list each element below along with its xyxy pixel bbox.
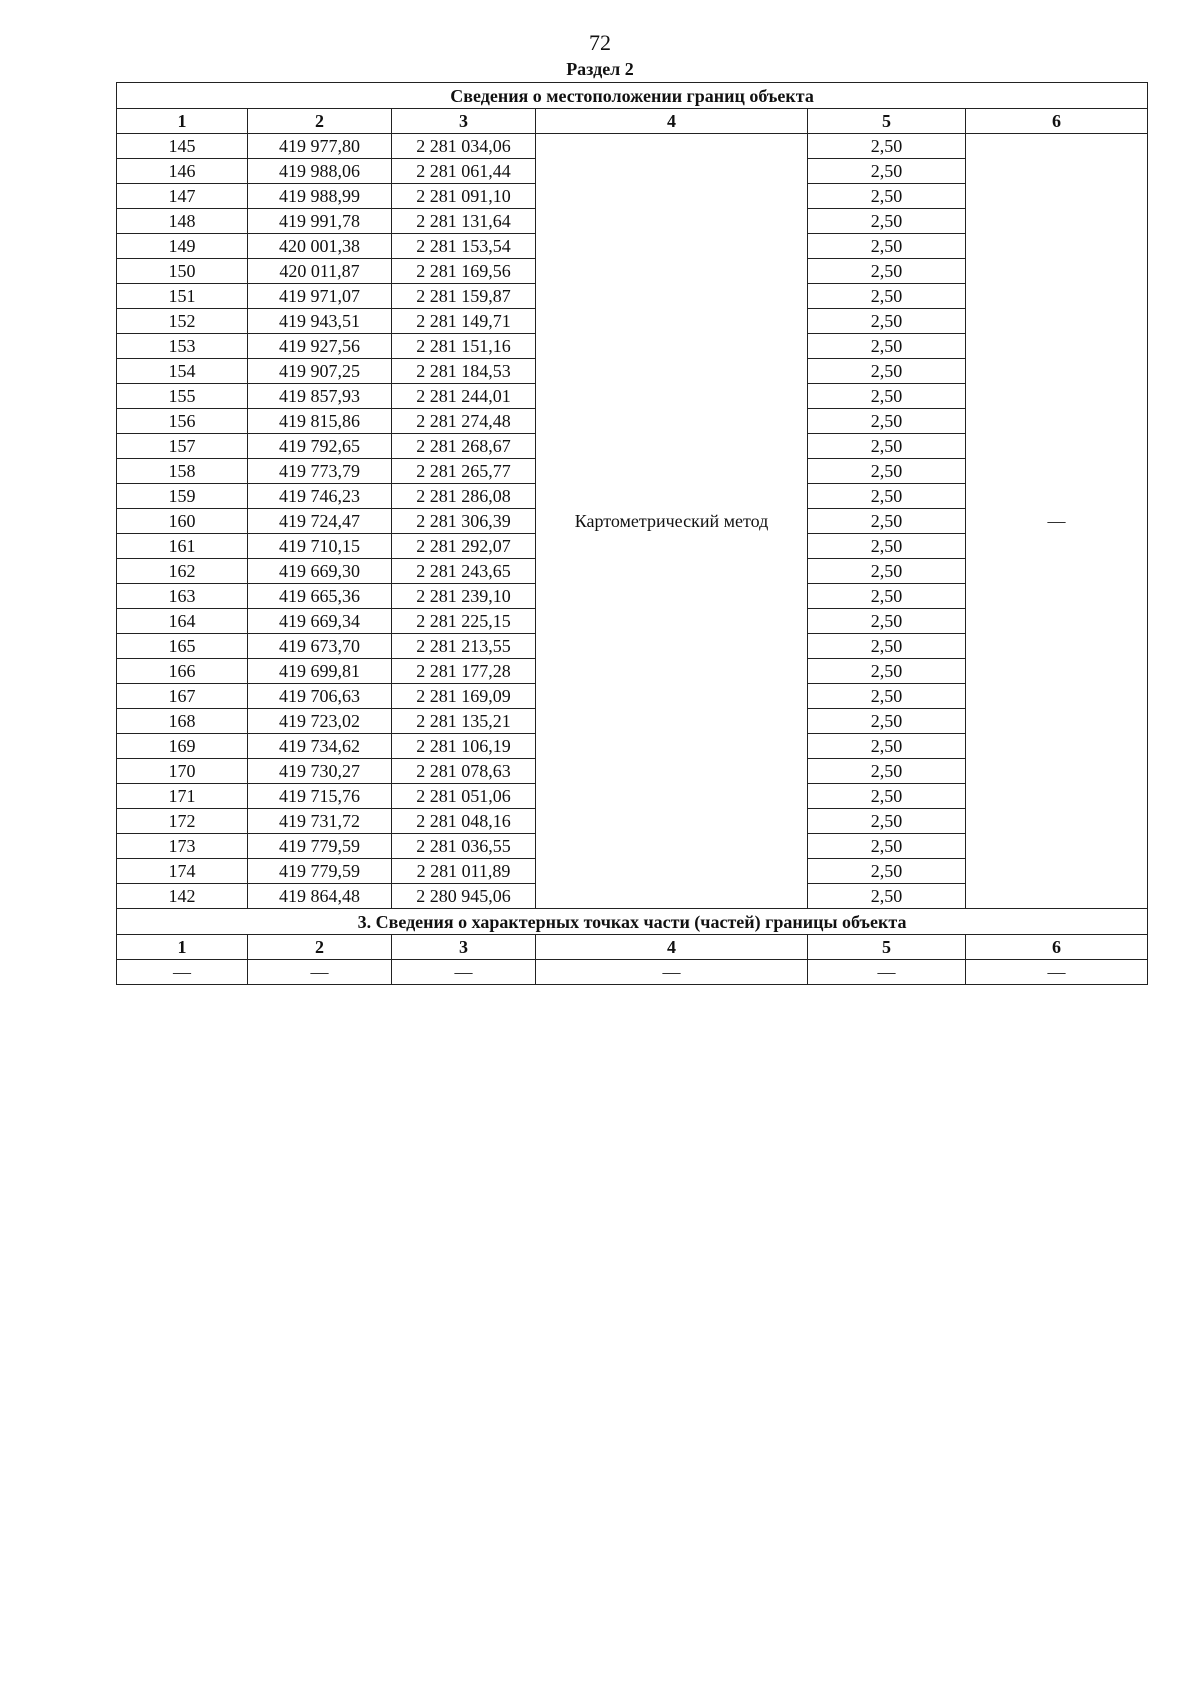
page-number: 72 [589, 30, 611, 55]
x-coordinate-cell: 420 011,87 [248, 259, 392, 284]
part-column-header-4: 4 [536, 935, 808, 960]
y-coordinate-cell: 2 281 153,54 [392, 234, 536, 259]
accuracy-cell: 2,50 [808, 659, 966, 684]
point-number-cell: 167 [117, 684, 248, 709]
x-coordinate-cell: 419 971,07 [248, 284, 392, 309]
point-number-cell: 164 [117, 609, 248, 634]
accuracy-cell: 2,50 [808, 434, 966, 459]
accuracy-cell: 2,50 [808, 234, 966, 259]
accuracy-cell: 2,50 [808, 359, 966, 384]
accuracy-cell: 2,50 [808, 159, 966, 184]
point-number-cell: 156 [117, 409, 248, 434]
accuracy-cell: 2,50 [808, 259, 966, 284]
point-number-cell: 159 [117, 484, 248, 509]
accuracy-cell: 2,50 [808, 759, 966, 784]
part-section-title-row [117, 909, 1148, 935]
y-coordinate-cell: 2 281 292,07 [392, 534, 536, 559]
y-coordinate-cell: 2 281 061,44 [392, 159, 536, 184]
y-coordinate-cell: 2 281 034,06 [392, 134, 536, 159]
point-number-cell: 155 [117, 384, 248, 409]
y-coordinate-cell: 2 280 945,06 [392, 884, 536, 909]
point-number-cell: 145 [117, 134, 248, 159]
x-coordinate-cell: 419 991,78 [248, 209, 392, 234]
x-coordinate-cell: 419 730,27 [248, 759, 392, 784]
point-number-cell: 152 [117, 309, 248, 334]
column-header-1: 1 [117, 109, 248, 134]
part-column-header-6: 6 [966, 935, 1148, 960]
x-coordinate-cell: 419 699,81 [248, 659, 392, 684]
accuracy-cell: 2,50 [808, 509, 966, 534]
y-coordinate-cell: 2 281 306,39 [392, 509, 536, 534]
y-coordinate-cell: 2 281 169,56 [392, 259, 536, 284]
accuracy-cell: 2,50 [808, 484, 966, 509]
boundary-table-body [117, 83, 1148, 985]
x-coordinate-cell: 419 715,76 [248, 784, 392, 809]
y-coordinate-cell: 2 281 159,87 [392, 284, 536, 309]
accuracy-cell: 2,50 [808, 859, 966, 884]
accuracy-cell: 2,50 [808, 559, 966, 584]
x-coordinate-cell: 420 001,38 [248, 234, 392, 259]
x-coordinate-cell: 419 669,34 [248, 609, 392, 634]
column-header-3: 3 [392, 109, 536, 134]
column-header-4: 4 [536, 109, 808, 134]
x-coordinate-cell: 419 792,65 [248, 434, 392, 459]
y-coordinate-cell: 2 281 225,15 [392, 609, 536, 634]
x-coordinate-cell: 419 857,93 [248, 384, 392, 409]
x-coordinate-cell: 419 815,86 [248, 409, 392, 434]
y-coordinate-cell: 2 281 078,63 [392, 759, 536, 784]
table-title-row [117, 83, 1148, 109]
point-number-cell: 169 [117, 734, 248, 759]
table-title: Сведения о местоположении границ объекта [117, 83, 1148, 109]
x-coordinate-cell: 419 864,48 [248, 884, 392, 909]
point-number-cell: 174 [117, 859, 248, 884]
point-number-cell: 165 [117, 634, 248, 659]
x-coordinate-cell: 419 943,51 [248, 309, 392, 334]
accuracy-cell: 2,50 [808, 834, 966, 859]
x-coordinate-cell: 419 977,80 [248, 134, 392, 159]
x-coordinate-cell: 419 907,25 [248, 359, 392, 384]
point-number-cell: 151 [117, 284, 248, 309]
point-number-cell: 148 [117, 209, 248, 234]
accuracy-cell: 2,50 [808, 634, 966, 659]
point-number-cell: 153 [117, 334, 248, 359]
accuracy-cell: 2,50 [808, 459, 966, 484]
point-number-cell: 154 [117, 359, 248, 384]
column-header-2: 2 [248, 109, 392, 134]
point-number-cell: 171 [117, 784, 248, 809]
x-coordinate-cell: 419 773,79 [248, 459, 392, 484]
point-number-cell: 157 [117, 434, 248, 459]
accuracy-cell: 2,50 [808, 809, 966, 834]
y-coordinate-cell: 2 281 131,64 [392, 209, 536, 234]
accuracy-cell: 2,50 [808, 609, 966, 634]
point-number-cell: 149 [117, 234, 248, 259]
y-coordinate-cell: 2 281 244,01 [392, 384, 536, 409]
x-coordinate-cell: 419 710,15 [248, 534, 392, 559]
part-column-header-3: 3 [392, 935, 536, 960]
x-coordinate-cell: 419 731,72 [248, 809, 392, 834]
accuracy-cell: 2,50 [808, 584, 966, 609]
method-cell: Картометрический метод [536, 134, 808, 909]
point-number-cell: 166 [117, 659, 248, 684]
accuracy-cell: 2,50 [808, 409, 966, 434]
y-coordinate-cell: 2 281 149,71 [392, 309, 536, 334]
y-coordinate-cell: 2 281 184,53 [392, 359, 536, 384]
point-number-cell: 173 [117, 834, 248, 859]
boundary-table [116, 82, 1148, 985]
part-section-header-row [117, 935, 1148, 960]
x-coordinate-cell: 419 734,62 [248, 734, 392, 759]
y-coordinate-cell: 2 281 106,19 [392, 734, 536, 759]
part-section-title: 3. Сведения о характерных точках части (частей) границы объекта [117, 909, 1148, 935]
part-value-cell: — [808, 960, 966, 985]
column-6-cell: — [966, 134, 1148, 909]
table-row [117, 134, 1148, 159]
x-coordinate-cell: 419 927,56 [248, 334, 392, 359]
point-number-cell: 168 [117, 709, 248, 734]
y-coordinate-cell: 2 281 274,48 [392, 409, 536, 434]
x-coordinate-cell: 419 723,02 [248, 709, 392, 734]
x-coordinate-cell: 419 665,36 [248, 584, 392, 609]
point-number-cell: 146 [117, 159, 248, 184]
y-coordinate-cell: 2 281 268,67 [392, 434, 536, 459]
section-title: Раздел 2 [566, 59, 634, 79]
part-column-header-5: 5 [808, 935, 966, 960]
point-number-cell: 163 [117, 584, 248, 609]
y-coordinate-cell: 2 281 265,77 [392, 459, 536, 484]
accuracy-cell: 2,50 [808, 709, 966, 734]
point-number-cell: 160 [117, 509, 248, 534]
y-coordinate-cell: 2 281 091,10 [392, 184, 536, 209]
accuracy-cell: 2,50 [808, 284, 966, 309]
point-number-cell: 162 [117, 559, 248, 584]
accuracy-cell: 2,50 [808, 884, 966, 909]
y-coordinate-cell: 2 281 177,28 [392, 659, 536, 684]
y-coordinate-cell: 2 281 239,10 [392, 584, 536, 609]
accuracy-cell: 2,50 [808, 684, 966, 709]
y-coordinate-cell: 2 281 286,08 [392, 484, 536, 509]
x-coordinate-cell: 419 706,63 [248, 684, 392, 709]
accuracy-cell: 2,50 [808, 784, 966, 809]
y-coordinate-cell: 2 281 135,21 [392, 709, 536, 734]
accuracy-cell: 2,50 [808, 534, 966, 559]
part-value-cell: — [117, 960, 248, 985]
accuracy-cell: 2,50 [808, 209, 966, 234]
part-section-row [117, 960, 1148, 985]
y-coordinate-cell: 2 281 011,89 [392, 859, 536, 884]
point-number-cell: 172 [117, 809, 248, 834]
point-number-cell: 150 [117, 259, 248, 284]
part-value-cell: — [966, 960, 1148, 985]
accuracy-cell: 2,50 [808, 734, 966, 759]
y-coordinate-cell: 2 281 051,06 [392, 784, 536, 809]
y-coordinate-cell: 2 281 151,16 [392, 334, 536, 359]
part-value-cell: — [248, 960, 392, 985]
column-header-6: 6 [966, 109, 1148, 134]
accuracy-cell: 2,50 [808, 384, 966, 409]
x-coordinate-cell: 419 724,47 [248, 509, 392, 534]
accuracy-cell: 2,50 [808, 184, 966, 209]
x-coordinate-cell: 419 669,30 [248, 559, 392, 584]
y-coordinate-cell: 2 281 048,16 [392, 809, 536, 834]
point-number-cell: 142 [117, 884, 248, 909]
x-coordinate-cell: 419 779,59 [248, 859, 392, 884]
point-number-cell: 170 [117, 759, 248, 784]
x-coordinate-cell: 419 779,59 [248, 834, 392, 859]
part-value-cell: — [392, 960, 536, 985]
y-coordinate-cell: 2 281 213,55 [392, 634, 536, 659]
y-coordinate-cell: 2 281 169,09 [392, 684, 536, 709]
column-header-5: 5 [808, 109, 966, 134]
part-column-header-1: 1 [117, 935, 248, 960]
part-column-header-2: 2 [248, 935, 392, 960]
x-coordinate-cell: 419 673,70 [248, 634, 392, 659]
x-coordinate-cell: 419 988,99 [248, 184, 392, 209]
accuracy-cell: 2,50 [808, 334, 966, 359]
y-coordinate-cell: 2 281 036,55 [392, 834, 536, 859]
point-number-cell: 161 [117, 534, 248, 559]
x-coordinate-cell: 419 988,06 [248, 159, 392, 184]
accuracy-cell: 2,50 [808, 134, 966, 159]
point-number-cell: 158 [117, 459, 248, 484]
y-coordinate-cell: 2 281 243,65 [392, 559, 536, 584]
table-header-row [117, 109, 1148, 134]
point-number-cell: 147 [117, 184, 248, 209]
accuracy-cell: 2,50 [808, 309, 966, 334]
part-value-cell: — [536, 960, 808, 985]
x-coordinate-cell: 419 746,23 [248, 484, 392, 509]
